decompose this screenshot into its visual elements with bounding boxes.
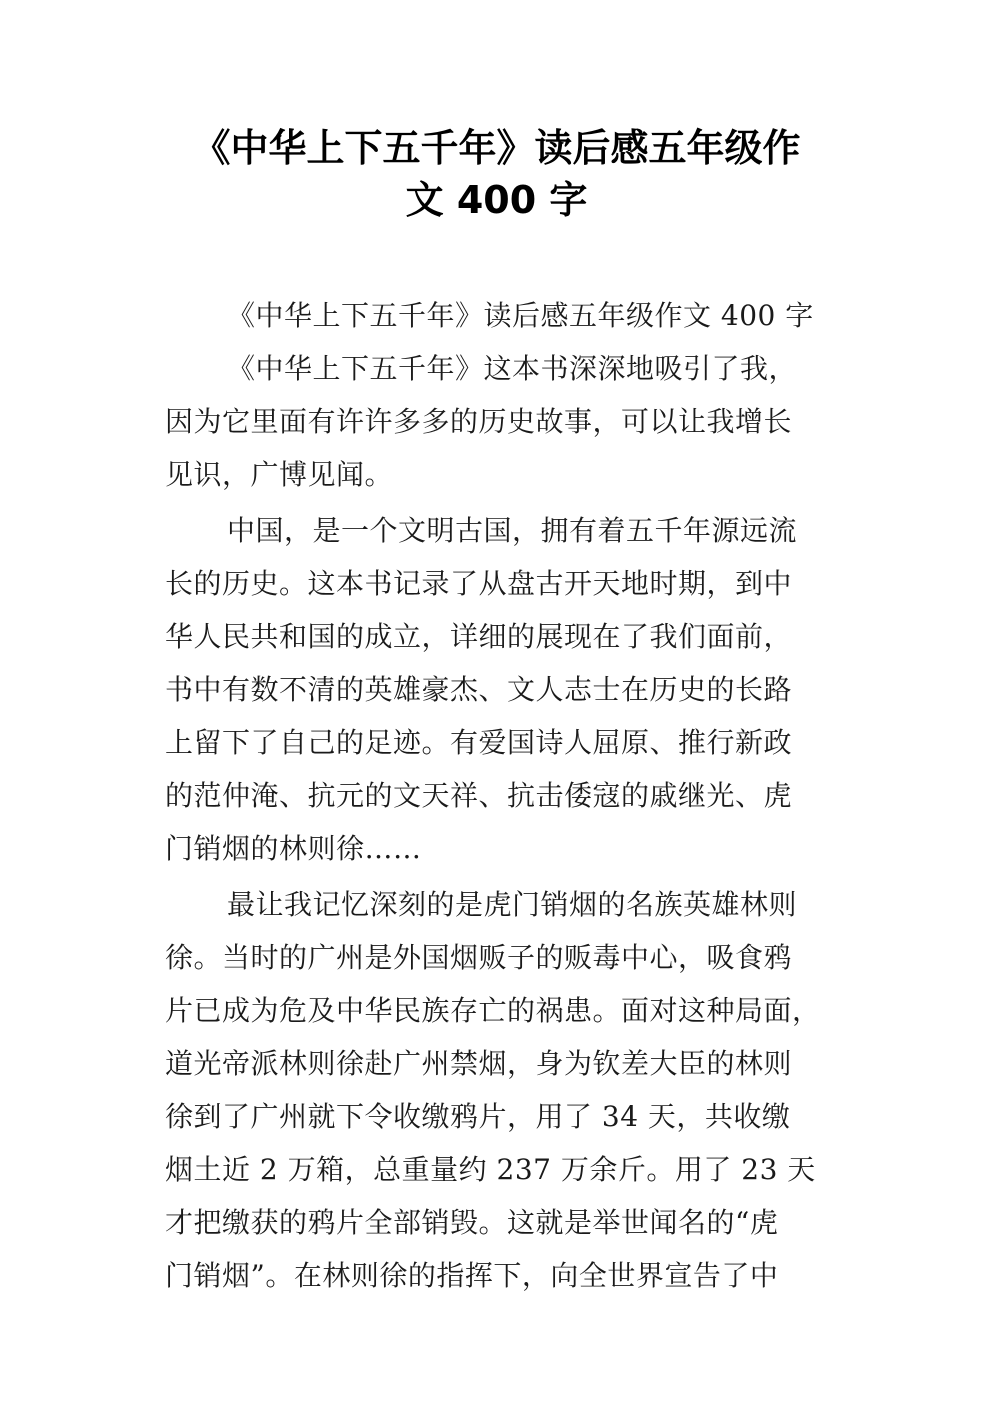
paragraph-line: 书中有数不清的英雄豪杰、文人志士在历史的长路 [165,673,793,706]
paragraph-line: 见识，广博见闻。 [165,458,394,491]
paragraph-line: 徐。当时的广州是外国烟贩子的贩毒中心，吸食鸦 [165,941,793,974]
paragraph-line: 烟土近 2 万箱，总重量约 237 万余斤。用了 23 天 [165,1153,816,1186]
paragraph-line: 因为它里面有许许多多的历史故事，可以让我增长 [165,405,793,438]
document-title [150,122,843,226]
paragraph-line: 道光帝派林则徐赴广州禁烟，身为钦差大臣的林则 [165,1047,793,1080]
paragraph-line: 门销烟的林则徐…… [165,832,422,865]
title-line-2: 文 400 字 [405,178,588,222]
paragraph-line: 才把缴获的鸦片全部销毁。这就是举世闻名的“虎 [165,1206,779,1239]
paragraph-first-line: 《中华上下五千年》读后感五年级作文 400 字 [227,299,814,332]
paragraph-line: 华人民共和国的成立，详细的展现在了我们面前， [165,620,793,653]
paragraph-first-line: 《中华上下五千年》这本书深深地吸引了我， [227,352,798,385]
paragraph-line: 上留下了自己的足迹。有爱国诗人屈原、推行新政 [165,726,793,759]
paragraph-first-line: 中国，是一个文明古国，拥有着五千年源远流 [227,514,798,547]
paragraph-line: 门销烟”。在林则徐的指挥下，向全世界宣告了中 [165,1259,779,1292]
paragraph-line: 的范仲淹、抗元的文天祥、抗击倭寇的戚继光、虎 [165,779,793,812]
paragraph-line: 长的历史。这本书记录了从盘古开天地时期，到中 [165,567,793,600]
paragraph-line: 片已成为危及中华民族存亡的祸患。面对这种局面， [165,994,821,1027]
title-line-1: 《中华上下五千年》读后感五年级作 [192,126,801,170]
paragraph-line: 徐到了广州就下令收缴鸦片，用了 34 天，共收缴 [165,1100,791,1133]
paragraph-first-line: 最让我记忆深刻的是虎门销烟的名族英雄林则 [227,888,798,921]
